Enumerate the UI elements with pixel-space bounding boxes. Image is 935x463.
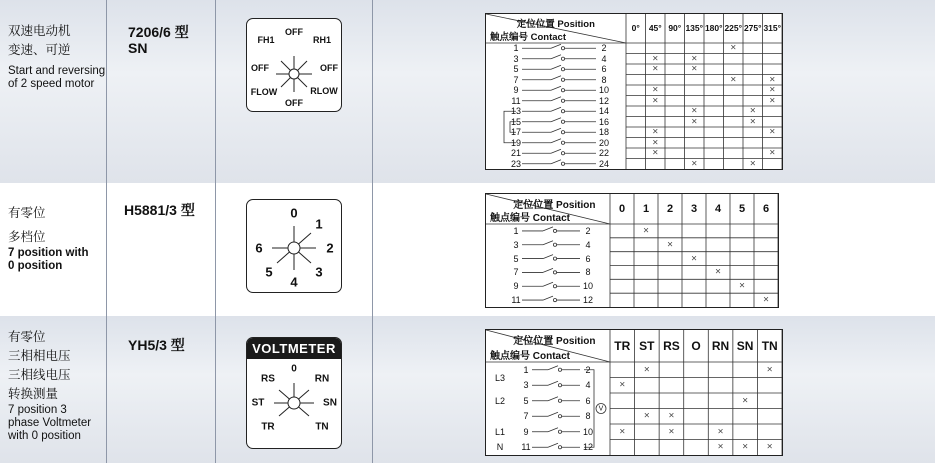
contact-number: 10	[582, 281, 594, 292]
contact-number: 2	[601, 43, 607, 54]
line-label: L3	[494, 372, 506, 383]
contact-number: 2	[585, 225, 591, 236]
contact-number: 1	[523, 364, 529, 375]
contact-closed-mark: ×	[763, 294, 769, 306]
contact-closed-mark: ×	[769, 84, 776, 96]
contact-closed-mark: ×	[652, 147, 659, 159]
row3-desc-cn-1: 有零位	[8, 330, 46, 344]
contact-number: 12	[582, 442, 594, 453]
row3-switch-dial	[246, 337, 342, 449]
contact-closed-mark: ×	[717, 441, 724, 453]
contact-number: 7	[513, 74, 519, 85]
contact-closed-mark: ×	[769, 95, 776, 107]
contact-number: 3	[513, 239, 519, 250]
row3-desc-cn-4: 转换测量	[8, 387, 59, 401]
row3-model	[128, 337, 185, 353]
contact-number: 6	[585, 395, 591, 406]
row3-desc-en-2: phase Voltmeter	[8, 417, 92, 429]
dial-label: RH1	[312, 35, 332, 45]
contact-number: 11	[511, 95, 521, 106]
row2-model	[124, 202, 195, 218]
column-header: O	[691, 339, 701, 353]
column-header: RN	[711, 339, 730, 353]
contact-closed-mark: ×	[769, 74, 776, 86]
row1-desc-en-2: of 2 speed motor	[8, 78, 95, 90]
column-header: 4	[714, 203, 722, 215]
column-divider	[372, 0, 373, 463]
contact-closed-mark: ×	[652, 126, 659, 138]
dial-label: 5	[265, 264, 273, 280]
contact-closed-mark: ×	[619, 426, 626, 438]
line-label: L2	[494, 395, 506, 406]
contact-number: 7	[513, 267, 519, 278]
dial-label: RN	[314, 373, 330, 385]
contact-table-row1	[485, 13, 783, 170]
contact-number: 17	[510, 127, 522, 138]
contact-closed-mark: ×	[691, 116, 698, 128]
dial-label: FLOW	[250, 87, 278, 97]
contact-closed-mark: ×	[766, 441, 773, 453]
contact-number: 11	[511, 295, 521, 306]
row2-desc-cn-1: 有零位	[8, 206, 46, 220]
row1-model	[128, 24, 189, 56]
contact-closed-mark: ×	[619, 379, 626, 391]
column-header: 180°	[704, 23, 723, 33]
column-header: 225°	[724, 23, 743, 33]
contact-number: 1	[513, 43, 519, 54]
column-header: 0	[618, 203, 626, 215]
contact-number: 5	[513, 64, 519, 75]
contact-closed-mark: ×	[652, 84, 659, 96]
column-divider	[215, 0, 216, 463]
contact-number: 10	[582, 426, 594, 437]
contact-number: 9	[513, 85, 519, 96]
column-header: 275°	[743, 23, 762, 33]
contact-number: 4	[585, 380, 591, 391]
column-header: 135°	[685, 23, 704, 33]
dial-label: ST	[251, 397, 265, 409]
contact-table-row3	[485, 329, 783, 456]
header-contact-label: 触点编号 Contact	[490, 351, 570, 362]
row2-desc-en-1: 7 position with	[8, 247, 89, 259]
header-position-label: 定位位置 Position	[513, 200, 596, 211]
dial-label: TR	[261, 421, 275, 433]
row1-desc-cn-2: 变速、可逆	[8, 43, 71, 57]
contact-closed-mark: ×	[652, 53, 659, 65]
dial-label: 4	[290, 274, 298, 290]
contact-closed-mark: ×	[742, 441, 749, 453]
header-contact-label: 触点编号 Contact	[490, 213, 570, 224]
contact-closed-mark: ×	[652, 95, 659, 107]
contact-number: 22	[598, 148, 610, 159]
row3-desc-en-1: 7 position 3	[8, 404, 67, 416]
row3-description	[8, 328, 91, 443]
contact-number: 14	[598, 106, 610, 117]
contact-closed-mark: ×	[668, 410, 675, 422]
contact-number: 4	[585, 239, 591, 250]
contact-number: 19	[510, 137, 522, 148]
contact-closed-mark: ×	[730, 74, 737, 86]
column-header: 1	[642, 203, 650, 215]
contact-number: 8	[585, 411, 591, 422]
line-label: N	[496, 442, 504, 453]
contact-closed-mark: ×	[691, 105, 698, 117]
dial-label: 6	[255, 240, 263, 256]
voltmeter-title: VOLTMETER	[247, 338, 341, 359]
contact-closed-mark: ×	[769, 126, 776, 138]
contact-number: 23	[510, 158, 522, 169]
dial-label: TN	[315, 421, 329, 433]
line-label: L1	[494, 426, 506, 437]
contact-number: 12	[582, 295, 594, 306]
dial-label: RLOW	[310, 86, 338, 96]
contact-closed-mark: ×	[691, 253, 697, 265]
column-header: 3	[690, 203, 698, 215]
contact-closed-mark: ×	[691, 158, 698, 170]
contact-number: 16	[598, 116, 610, 127]
contact-number: 3	[513, 53, 519, 64]
row2-switch-dial	[246, 199, 342, 293]
column-divider	[106, 0, 107, 463]
contact-number: 1	[513, 225, 519, 236]
contact-closed-mark: ×	[749, 158, 756, 170]
column-header: 5	[738, 203, 746, 215]
column-header: 315°	[763, 23, 782, 33]
column-header: TR	[614, 339, 631, 353]
row1-model-name: 7206/6 型	[128, 24, 189, 40]
contact-closed-mark: ×	[667, 239, 673, 251]
row2-description	[8, 204, 89, 273]
contact-number: 6	[601, 64, 607, 75]
dial-label: 1	[315, 216, 323, 232]
column-header: 45°	[648, 23, 662, 33]
row1-model-suffix: SN	[128, 40, 148, 56]
contact-number: 21	[510, 148, 522, 159]
contact-closed-mark: ×	[652, 137, 659, 149]
contact-closed-mark: ×	[643, 410, 650, 422]
contact-number: 10	[598, 85, 610, 96]
contact-number: 20	[598, 137, 610, 148]
contact-number: 15	[510, 116, 522, 127]
dial-label: OFF	[285, 98, 303, 108]
contact-number: 12	[598, 95, 610, 106]
contact-number: 24	[598, 158, 610, 169]
contact-closed-mark: ×	[643, 364, 650, 376]
contact-number: 9	[523, 426, 529, 437]
column-header: 2	[666, 203, 674, 215]
contact-number: 7	[523, 411, 529, 422]
dial-label: OFF	[320, 63, 338, 73]
row3-desc-cn-2: 三相相电压	[8, 349, 71, 363]
column-header: RS	[663, 339, 680, 353]
dial-label: RS	[261, 373, 275, 385]
contact-number: 2	[585, 364, 591, 375]
row2-desc-en-2: 0 position	[8, 260, 63, 272]
contact-number: 5	[513, 253, 519, 264]
contact-closed-mark: ×	[691, 63, 698, 75]
contact-number: 4	[601, 53, 607, 64]
contact-closed-mark: ×	[652, 63, 659, 75]
voltmeter-symbol: V	[598, 405, 604, 412]
contact-number: 13	[510, 106, 522, 117]
contact-number: 8	[585, 267, 591, 278]
row3-desc-en-3: with 0 position	[8, 430, 81, 442]
column-header: 0°	[631, 23, 640, 33]
contact-closed-mark: ×	[717, 426, 724, 438]
contact-closed-mark: ×	[730, 42, 737, 54]
dial-label: 2	[326, 240, 334, 256]
contact-closed-mark: ×	[668, 426, 675, 438]
header-position-label: 定位位置 Position	[516, 19, 595, 30]
contact-number: 8	[601, 74, 607, 85]
dial-label: FH1	[257, 35, 275, 45]
dial-label: 0	[291, 363, 297, 375]
contact-closed-mark: ×	[749, 116, 756, 128]
contact-number: 9	[513, 281, 519, 292]
contact-closed-mark: ×	[742, 395, 749, 407]
row1-desc-cn-1: 双速电动机	[8, 24, 71, 38]
contact-number: 5	[523, 395, 529, 406]
dial-label: OFF	[285, 27, 303, 37]
row1-desc-en-1: Start and reversing	[8, 65, 106, 77]
dial-label: 3	[315, 264, 323, 280]
contact-closed-mark: ×	[749, 105, 756, 117]
row3-desc-cn-3: 三相线电压	[8, 368, 71, 382]
column-header: TN	[761, 339, 778, 353]
dial-label: 0	[290, 205, 298, 221]
contact-number: 6	[585, 253, 591, 264]
row2-model-name: H5881/3 型	[124, 202, 195, 218]
column-header: SN	[736, 339, 754, 353]
header-position-label: 定位位置 Position	[513, 336, 596, 347]
contact-closed-mark: ×	[739, 280, 745, 292]
row1-description	[8, 22, 105, 91]
contact-closed-mark: ×	[715, 266, 721, 278]
contact-table-row2	[485, 193, 779, 308]
dial-label: SN	[323, 397, 337, 409]
contact-closed-mark: ×	[769, 147, 776, 159]
contact-closed-mark: ×	[691, 53, 698, 65]
contact-closed-mark: ×	[766, 364, 773, 376]
contact-number: 11	[521, 442, 531, 453]
column-header: 90°	[668, 23, 682, 33]
dial-label: OFF	[251, 63, 269, 73]
contact-number: 3	[523, 380, 529, 391]
column-header: ST	[639, 339, 655, 353]
column-header: 6	[762, 203, 770, 215]
row3-model-name: YH5/3 型	[128, 337, 185, 353]
row2-desc-cn-2: 多档位	[8, 230, 46, 244]
contact-closed-mark: ×	[643, 225, 649, 237]
row1-switch-dial	[246, 18, 342, 112]
contact-number: 18	[598, 127, 610, 138]
header-contact-label: 触点编号 Contact	[490, 31, 567, 43]
